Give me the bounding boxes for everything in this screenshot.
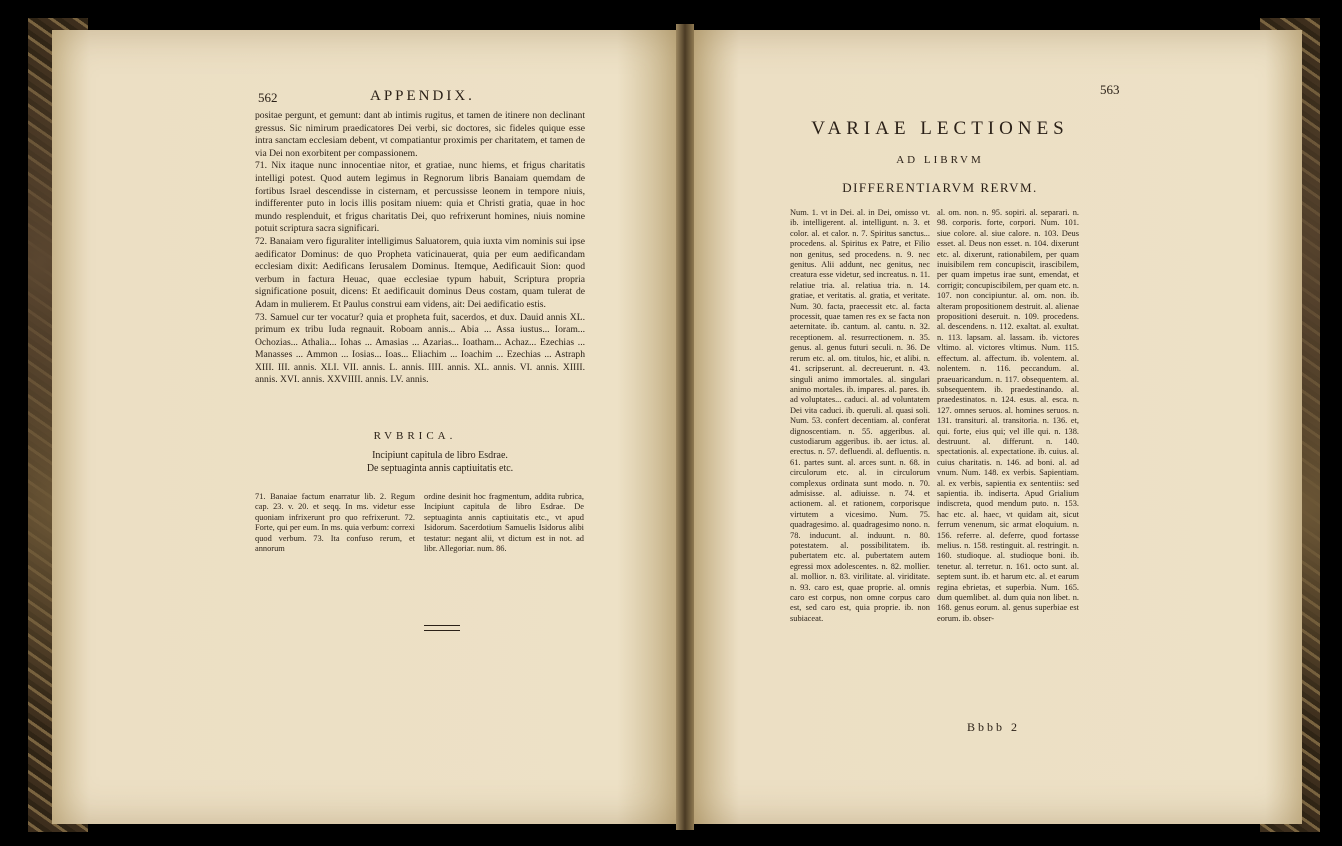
page-number-left: 562	[258, 90, 278, 105]
subtitle: AD LIBRVM	[896, 154, 984, 166]
left-body	[255, 110, 585, 420]
lections-column-2: al. om. non. n. 95. sopiri. al. separari. n. 98. corporis. forte, corpori. Num. 101. siue colore. al. siue calore. n. 103. Deus esset. al. Deus non esset. n. 104. dixerunt etc. al. dixerunt, rationabilem, per quam inuisibilem rem concupiscit, irascibilem, per quam impetus irae sunt, emendat, et corrigit; concupiscibilem, per quam etc. n. 107. non concipiuntur. al. om. non. ib. alteram propositionem destruit. al. alienae propositioni deseruit. n. 109. procedens. al. descendens. n. 112. exaltat. al. exultat. n. 113. lapsam. al. lassam. ib. victores vltimo. al. victores vltimus. Num. 115. effectum. al. affectum. ib. volentem. al. nolentem. n. 116. peccandum. al. praeuaricandum. n. 117. obsequentem. al. subsequentem. ib. praedestinando. al. praedestinatos. n. 124. esus. al. esca. n. 127. omnes seruos. al. homines seruos. n. 131. transituri. al. transitoria. n. 136. et, qui. forte, eius qui; vel ille qui. n. 138. destruunt. al. differunt. n. 140. spectationis. al. expectatione. ib. cuius. al. cuius charitatis. n. 146. ad boni. al. ad vnum. Num. 148. ex verbis. Sapientiam. al. ex verbis, sapientia ex sententiis: sed sapientia. ib. indiserta. Apud Grialium indiscreta, quod mendum puto. n. 153. hac etc. al. haec, vt quidam ait, sicut ferrum venenum, sic armat eloquium. n. 156. referre. al. deferre, quod fortasse melius. n. 158. restinguit. al. restringit. n. 160. studioque. al. studioque boni. ib. tenetur. al. terretur. n. 161. octo sunt. al. septem sunt. ib. et harum etc. al. et earum regina ebrietas, et superbia. Num. 165. dum quemlibet. al. dum quia non libet. n. 168. genus eorum. al. genus superbiae est eorum. ib. obser-	[937, 208, 1079, 623]
footnotes-left: 71. Banaiae factum enarratur lib. 2. Regum cap. 23. v. 20. et seqq. In ms. videtur esse quoniam infrixerunt pro quo refrixerunt. 72. Forte, qui per eum. In ms. quia verbum: correxi quod verbum. 73. Ita confuso rerum, et annorum	[255, 492, 415, 554]
lections-column-1: Num. 1. vt in Dei. al. in Dei, omisso vt. ib. intelligerent. al. intelligunt. n. 3. et color. al. et calor. n. 7. Spiritus sanctus... procedens. al. Spiritus ex Patre, et Filio non genitus, sed procedens. n. 9. nec genitus. Alii addunt, nec genitus, nec creatura esse videtur, sed increatus. n. 11. relatiue tria. al. relatiua tria. n. 14. gratiae, et veritatis. al. gratia, et veritate. Num. 30. facta, praecessit etc. al. facta processit, quae tamen res ex se facta non aeternitate. ib. cantum. al. cantu. n. 32. receptionem. al. resurrectionem. n. 35. genus. al. genus futuri seculi. n. 36. De rerum etc. al. om. titulos, hic, et alibi. n. 41. scripserunt. al. decreuerunt. n. 43. singuli animo immortales. al. singulari animo mortales. ib. impares. al. pares. ib. ad voluptates... caduci. al. ad voluntatem Dei vita caduci. ib. queruli. al. quasi soli. Num. 53. confert decentiam. al. conferat dignoscentiam. n. 55. aggeribus. al. custodiarum aggeribus. ib. aer ictus. al. erectus. n. 57. defluendi. al. defluentis. n. 61. partes sunt. al. arces sunt. n. 68. in circulorum etc. al. in circulorum complexus ordinata sunt modo. n. 70. admisisse. al. adiuisse. n. 74. et actionem. al. et rationem, corporisque virtutem a vicesimo. Num. 75. quadragesimo. al. quadragesimo nono. n. 78. inducunt. al. induunt. n. 80. potestatem. al. possibilitatem. ib. pubertatem etc. al. pubertatem autem egressi mox adolescentes. n. 82. mollier. al. mollior. n. 83. virilitate. al. viriditate. n. 93. caro est, quae proprie. al. omnis caro est corpus, non omne corpus caro est, sed caro est, quia proprie. ib. non subiaceat.	[790, 208, 930, 623]
subtitle-main: DIFFERENTIARVM RERVM.	[842, 180, 1038, 195]
paragraph: 71. Nix itaque nunc innocentiae nitor, et gratiae, nunc hiems, et frigus charitatis intelligi potest. Quod autem legimus in Regnorum libris Banaiam quemdam de fortibus Israel descendisse in cisternam, et percussisse leonem in tempore niuis, indifferenter puto in locis illis positam niuem: quia et Christi gratia, quae in hoc mundo resplenduit, et frigus charitatis Dei, quo refrixerunt homines, niuis nomine potuit scriptura sacra significari.	[255, 160, 585, 235]
caption-line: Incipiunt capitula de libro Esdrae.	[372, 450, 508, 461]
signature-mark: Bbbb 2	[967, 720, 1021, 734]
paragraph: 73. Samuel cur ter vocatur? quia et propheta fuit, sacerdos, et dux. Dauid annis XL. primum ex tribu Iuda regnauit. Roboam annis... Abia ... Assa iustus... Ioram... Ochozias... Athalia... Iohas ... Amasias ... Azarias... Ioatham... Achaz... Ezechias ... Manasses ... Ammon ... Iosias... Ioas... Eliachim ... Ioachim ... Ezechias ... Astraph XIII. III. annis. XLI. VII. annis. L. annis. IIII. annis. XL. annis. VI. annis. XIIII. annis. XVI. annis. XXVIIII. annis. LV. annis.	[255, 311, 585, 386]
page-number-right: 563	[1100, 82, 1120, 97]
rubrica-heading: RVBRICA.	[373, 430, 457, 442]
ornamental-rule	[424, 625, 460, 631]
footnotes-right: ordine desinit hoc fragmentum, addita rubrica, Incipiunt capitula de libro Esdrae. De septuaginta annis captiuitatis etc., vt apud Isidorum. Sacerdotium Samuelis Isidorus alibi testatur: negant alii, vt dictum est in not. ad libr. Allegoriar. num. 86.	[424, 492, 584, 554]
paragraph: positae pergunt, et gemunt: dant ab intimis rugitus, et tamen de itinere non declinant gressus. Sic nimirum praedicatores Dei verbi, sic doctores, sic fideles quique esse intra sanctam ecclesiam debent, vt compatiantur proximis per charitatem, et tamen de via Dei non exorbitent per compassionem.	[255, 110, 585, 159]
caption-line: De septuaginta annis captiuitatis etc.	[366, 463, 514, 474]
paragraph: 72. Banaiam vero figuraliter intelligimus Saluatorem, quia iuxta vim nominis sui ipse aedificator Dominus: de quo Propheta vaticinauerat, quia per eum aedificandam ecclesiam dixit: Aedificans Ierusalem Dominus. Itemque, Aedificauit Sion: quod verbum in factura Heuac, quae ecclesiae typum habuit, Scriptura propria significatione posuit, dicens: Et aedificauit dominus Deus costam, quam tulerat de Adam in mulierem. Et Paulus construi eam videns, ait: Dei aedificatio estis.	[255, 235, 585, 310]
chapter-caption	[300, 449, 580, 475]
book-gutter	[676, 24, 694, 830]
running-head: APPENDIX.	[370, 88, 475, 104]
page-title: VARIAE LECTIONES	[811, 118, 1069, 139]
